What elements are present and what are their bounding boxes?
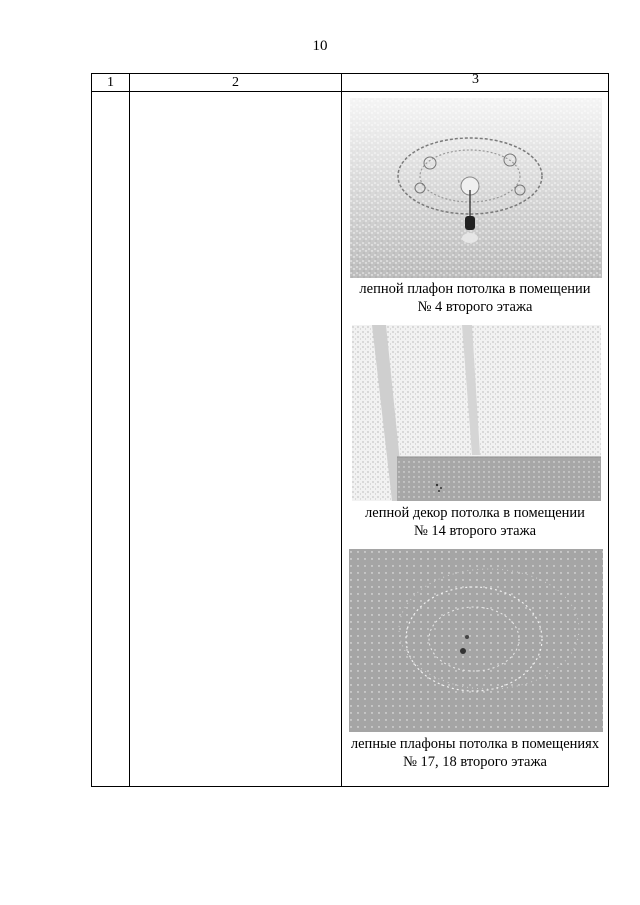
photo-ceiling-rosette-room-4 xyxy=(350,98,602,278)
inventory-table xyxy=(91,73,609,787)
caption-photo-3-line2: № 17, 18 второго этажа xyxy=(403,754,547,770)
caption-photo-3 xyxy=(341,735,609,771)
photo-ceiling-decor-room-14 xyxy=(352,325,601,501)
caption-photo-3-line1: лепные плафоны потолка в помещениях xyxy=(350,736,600,752)
header-row-divider xyxy=(92,91,608,92)
photo-ceiling-rosettes-rooms-17-18 xyxy=(349,549,603,732)
page-number: 10 xyxy=(312,38,328,54)
caption-photo-2-line2: № 14 второго этажа xyxy=(413,523,537,539)
caption-photo-2 xyxy=(341,504,609,540)
header-col-2: 2 xyxy=(232,75,239,90)
caption-photo-2-line1: лепной декор потолка в помещении xyxy=(365,505,585,521)
column-divider-1 xyxy=(129,74,130,786)
header-col-3: 3 xyxy=(472,72,479,87)
caption-photo-1-line1: лепной плафон потолка в помещении xyxy=(359,281,591,297)
header-col-1: 1 xyxy=(107,75,114,90)
caption-photo-1-line2: № 4 второго этажа xyxy=(417,299,533,315)
column-divider-2 xyxy=(341,74,342,786)
caption-photo-1 xyxy=(341,280,609,316)
